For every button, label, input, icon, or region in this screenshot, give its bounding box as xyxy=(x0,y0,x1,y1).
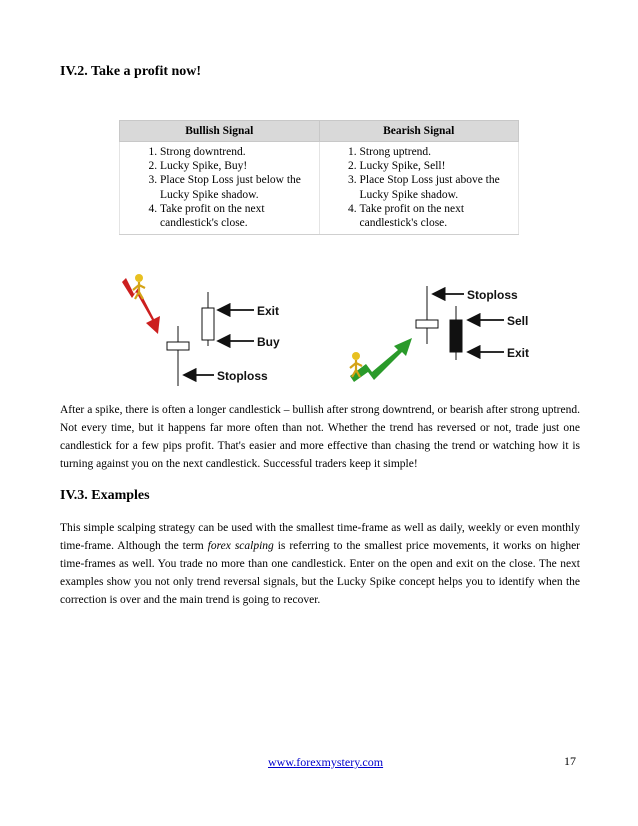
list-item: 4. Take profit on the next candlestick's close. xyxy=(160,202,317,230)
bullish-spike-figure xyxy=(110,268,290,388)
list-item: 1. Strong uptrend. xyxy=(360,145,517,159)
exit-label: Exit xyxy=(257,304,280,318)
sell-label: Sell xyxy=(507,314,529,328)
list-item: 4. Take profit on the next candlestick's close. xyxy=(360,202,517,230)
footer-website-link[interactable]: www.forexmystery.com xyxy=(268,755,384,769)
stoploss-label: Stoploss xyxy=(467,288,518,302)
list-item: 2. Lucky Spike, Buy! xyxy=(160,159,317,173)
bullish-cell xyxy=(120,142,320,235)
bearish-cell xyxy=(319,142,519,235)
paragraph-text: is referring to the smallest price movements, it works on higher time-frames as well. You trade no more than one candlestick. Enter on the open and exit on the close. The next examples show you not only trend reversal signals, but the Lucky Spike concept helps you to identify when the correction is over and the main trend is going to recover. xyxy=(60,540,581,606)
bearish-list xyxy=(322,145,517,230)
next-candlestick xyxy=(450,306,462,360)
bullish-header: Bullish Signal xyxy=(120,121,320,142)
list-item: 2. Lucky Spike, Sell! xyxy=(360,159,517,173)
list-item: 1. Strong downtrend. xyxy=(160,145,317,159)
page-number: 17 xyxy=(564,754,576,768)
green-up-arrow-with-figure-icon xyxy=(350,338,412,382)
list-item: 3. Place Stop Loss just below the Lucky Spike shadow. xyxy=(160,173,317,201)
list-item: 3. Place Stop Loss just above the Lucky Spike shadow. xyxy=(360,173,517,201)
buy-label: Buy xyxy=(257,335,280,349)
signal-table xyxy=(119,120,519,235)
bearish-spike-figure xyxy=(340,276,540,388)
paragraph-after-spike: After a spike, there is often a longer candlestick – bullish after strong downtrend, or bearish after strong uptrend. Not every time, but it happens far more often than not. Whether the trend has reversed or not, trade just one candlestick for a few pips profit. That's easier and more effective than chasing the trend or watching how it is turning against you on the next candlestick. Successful traders keep it simple! xyxy=(60,404,580,470)
paragraph-text: This simple scalping strategy can be used with the smallest time-frame as well as daily, weekly or even monthly time-frame. Although the term xyxy=(60,522,580,552)
section-heading-examples: IV.3. Examples xyxy=(60,488,150,503)
bearish-header: Bearish Signal xyxy=(319,121,519,142)
paragraph-examples xyxy=(60,519,580,609)
spike-candlestick xyxy=(167,326,189,386)
next-candlestick xyxy=(202,292,214,346)
red-down-arrow-with-figure-icon xyxy=(122,274,160,334)
stoploss-label: Stoploss xyxy=(217,369,268,383)
forex-scalping-term: forex scalping xyxy=(207,540,274,552)
exit-label: Exit xyxy=(507,346,530,360)
section-heading-take-profit: IV.2. Take a profit now! xyxy=(60,64,202,79)
bullish-list xyxy=(122,145,317,230)
